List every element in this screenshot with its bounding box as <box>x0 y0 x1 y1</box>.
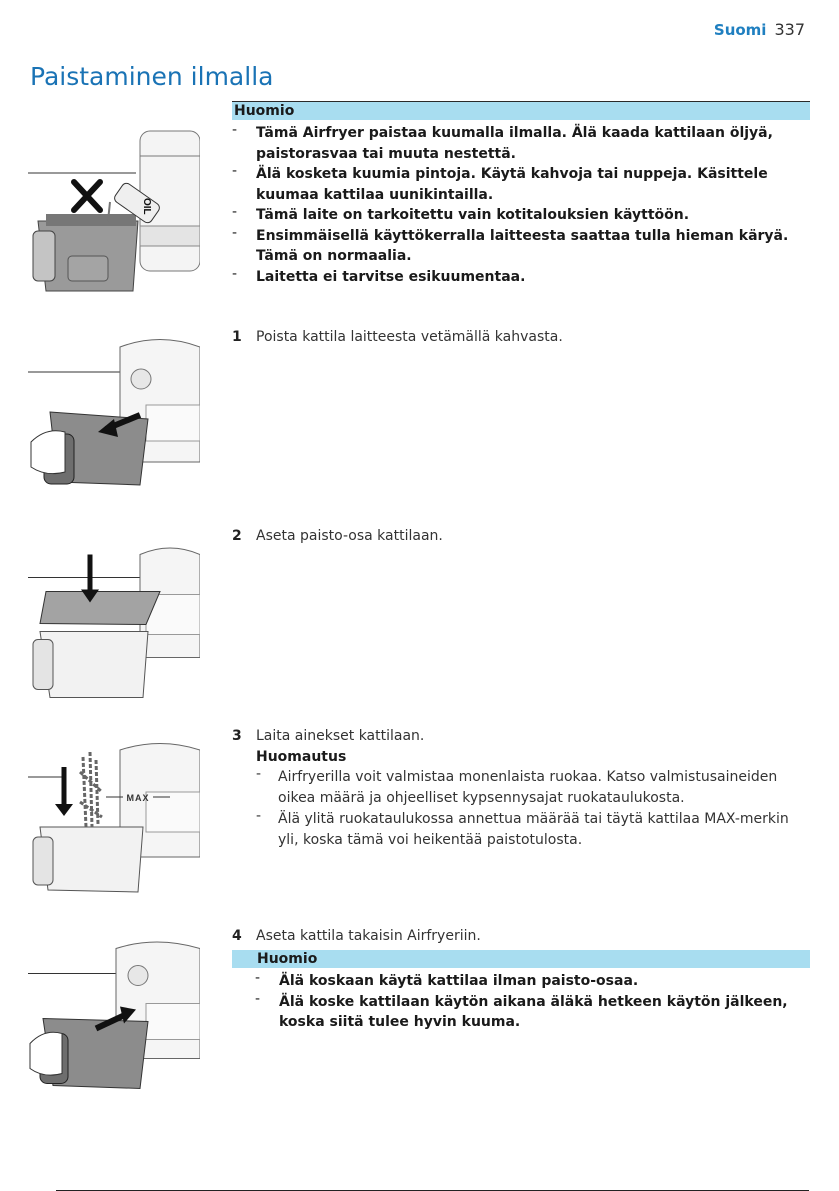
note-list <box>256 767 810 851</box>
caution-item: - Laitetta ei tarvitse esikuumentaa. <box>232 267 810 288</box>
step-number: 1 <box>232 329 242 345</box>
caution-block <box>232 101 810 287</box>
caution-item: - Älä kosketa kuumia pintoja. Käytä kahvoja tai nuppeja. Käsittele kuumaa kattilaa uunikintailla. <box>232 164 810 205</box>
caution-item: - Älä koske kattilaan käytön aikana äläkä hetkeen käytön jälkeen, koska siitä tulee hyvin kuuma. <box>255 992 810 1033</box>
page-header <box>714 20 805 39</box>
step-text: Poista kattila laitteesta vetämällä kahvasta. <box>256 329 563 345</box>
caution-heading: Huomio <box>232 101 810 120</box>
step-text: Laita ainekset kattilaan. <box>256 728 425 744</box>
caution-list <box>232 971 810 1033</box>
step-3 <box>232 726 810 851</box>
food-items <box>80 752 102 827</box>
insert-basket-illustration <box>28 931 200 1106</box>
step-number: 3 <box>232 728 242 744</box>
prohibited-x-icon <box>74 182 100 210</box>
caution-heading: Huomio <box>232 950 810 968</box>
step-4 <box>232 926 810 1033</box>
step-2 <box>232 526 810 546</box>
remove-basket-illustration <box>28 327 200 502</box>
step-1 <box>232 327 810 347</box>
step-number: 4 <box>232 928 242 944</box>
insert-plate-illustration <box>28 532 200 707</box>
caution-item: - Älä koskaan käytä kattilaa ilman paisto-osaa. <box>255 971 810 992</box>
hand-illustration <box>31 431 65 474</box>
page-title: Paistaminen ilmalla <box>30 62 274 91</box>
caution-item: - Tämä Airfryer paistaa kuumalla ilmalla. Älä kaada kattilaan öljyä, paistorasvaa tai muuta nestettä. <box>232 123 810 164</box>
page-number: 337 <box>774 20 805 39</box>
step-text: Aseta paisto-osa kattilaan. <box>256 528 443 544</box>
hand-illustration <box>30 1032 62 1075</box>
add-ingredients-illustration <box>28 727 200 902</box>
note-heading: Huomautus <box>256 749 347 765</box>
step-text: Aseta kattila takaisin Airfryeriin. <box>256 928 481 944</box>
caution-item: - Ensimmäisellä käyttökerralla laitteesta saattaa tulla hieman käryä. Tämä on normaalia. <box>232 226 810 267</box>
caution-item: - Tämä laite on tarkoitettu vain kotitalouksien käyttöön. <box>232 205 810 226</box>
max-label: MAX <box>126 793 150 803</box>
note-item: - Älä ylitä ruokataulukossa annettua määrää tai täytä kattilaa MAX-merkin yli, koska tämä voi heikentää paistotulosta. <box>256 809 810 851</box>
no-oil-illustration <box>28 126 200 301</box>
language-label: Suomi <box>713 21 767 39</box>
caution-list <box>232 123 810 287</box>
note-item: - Airfryerilla voit valmistaa monenlaista ruokaa. Katso valmistusaineiden oikea määrä ja ohjeelliset kypsennysajat ruokataulukosta. <box>256 767 810 809</box>
oil-bottle-label: OIL <box>141 198 152 215</box>
down-arrow-icon <box>55 767 73 816</box>
step-number: 2 <box>232 528 242 544</box>
